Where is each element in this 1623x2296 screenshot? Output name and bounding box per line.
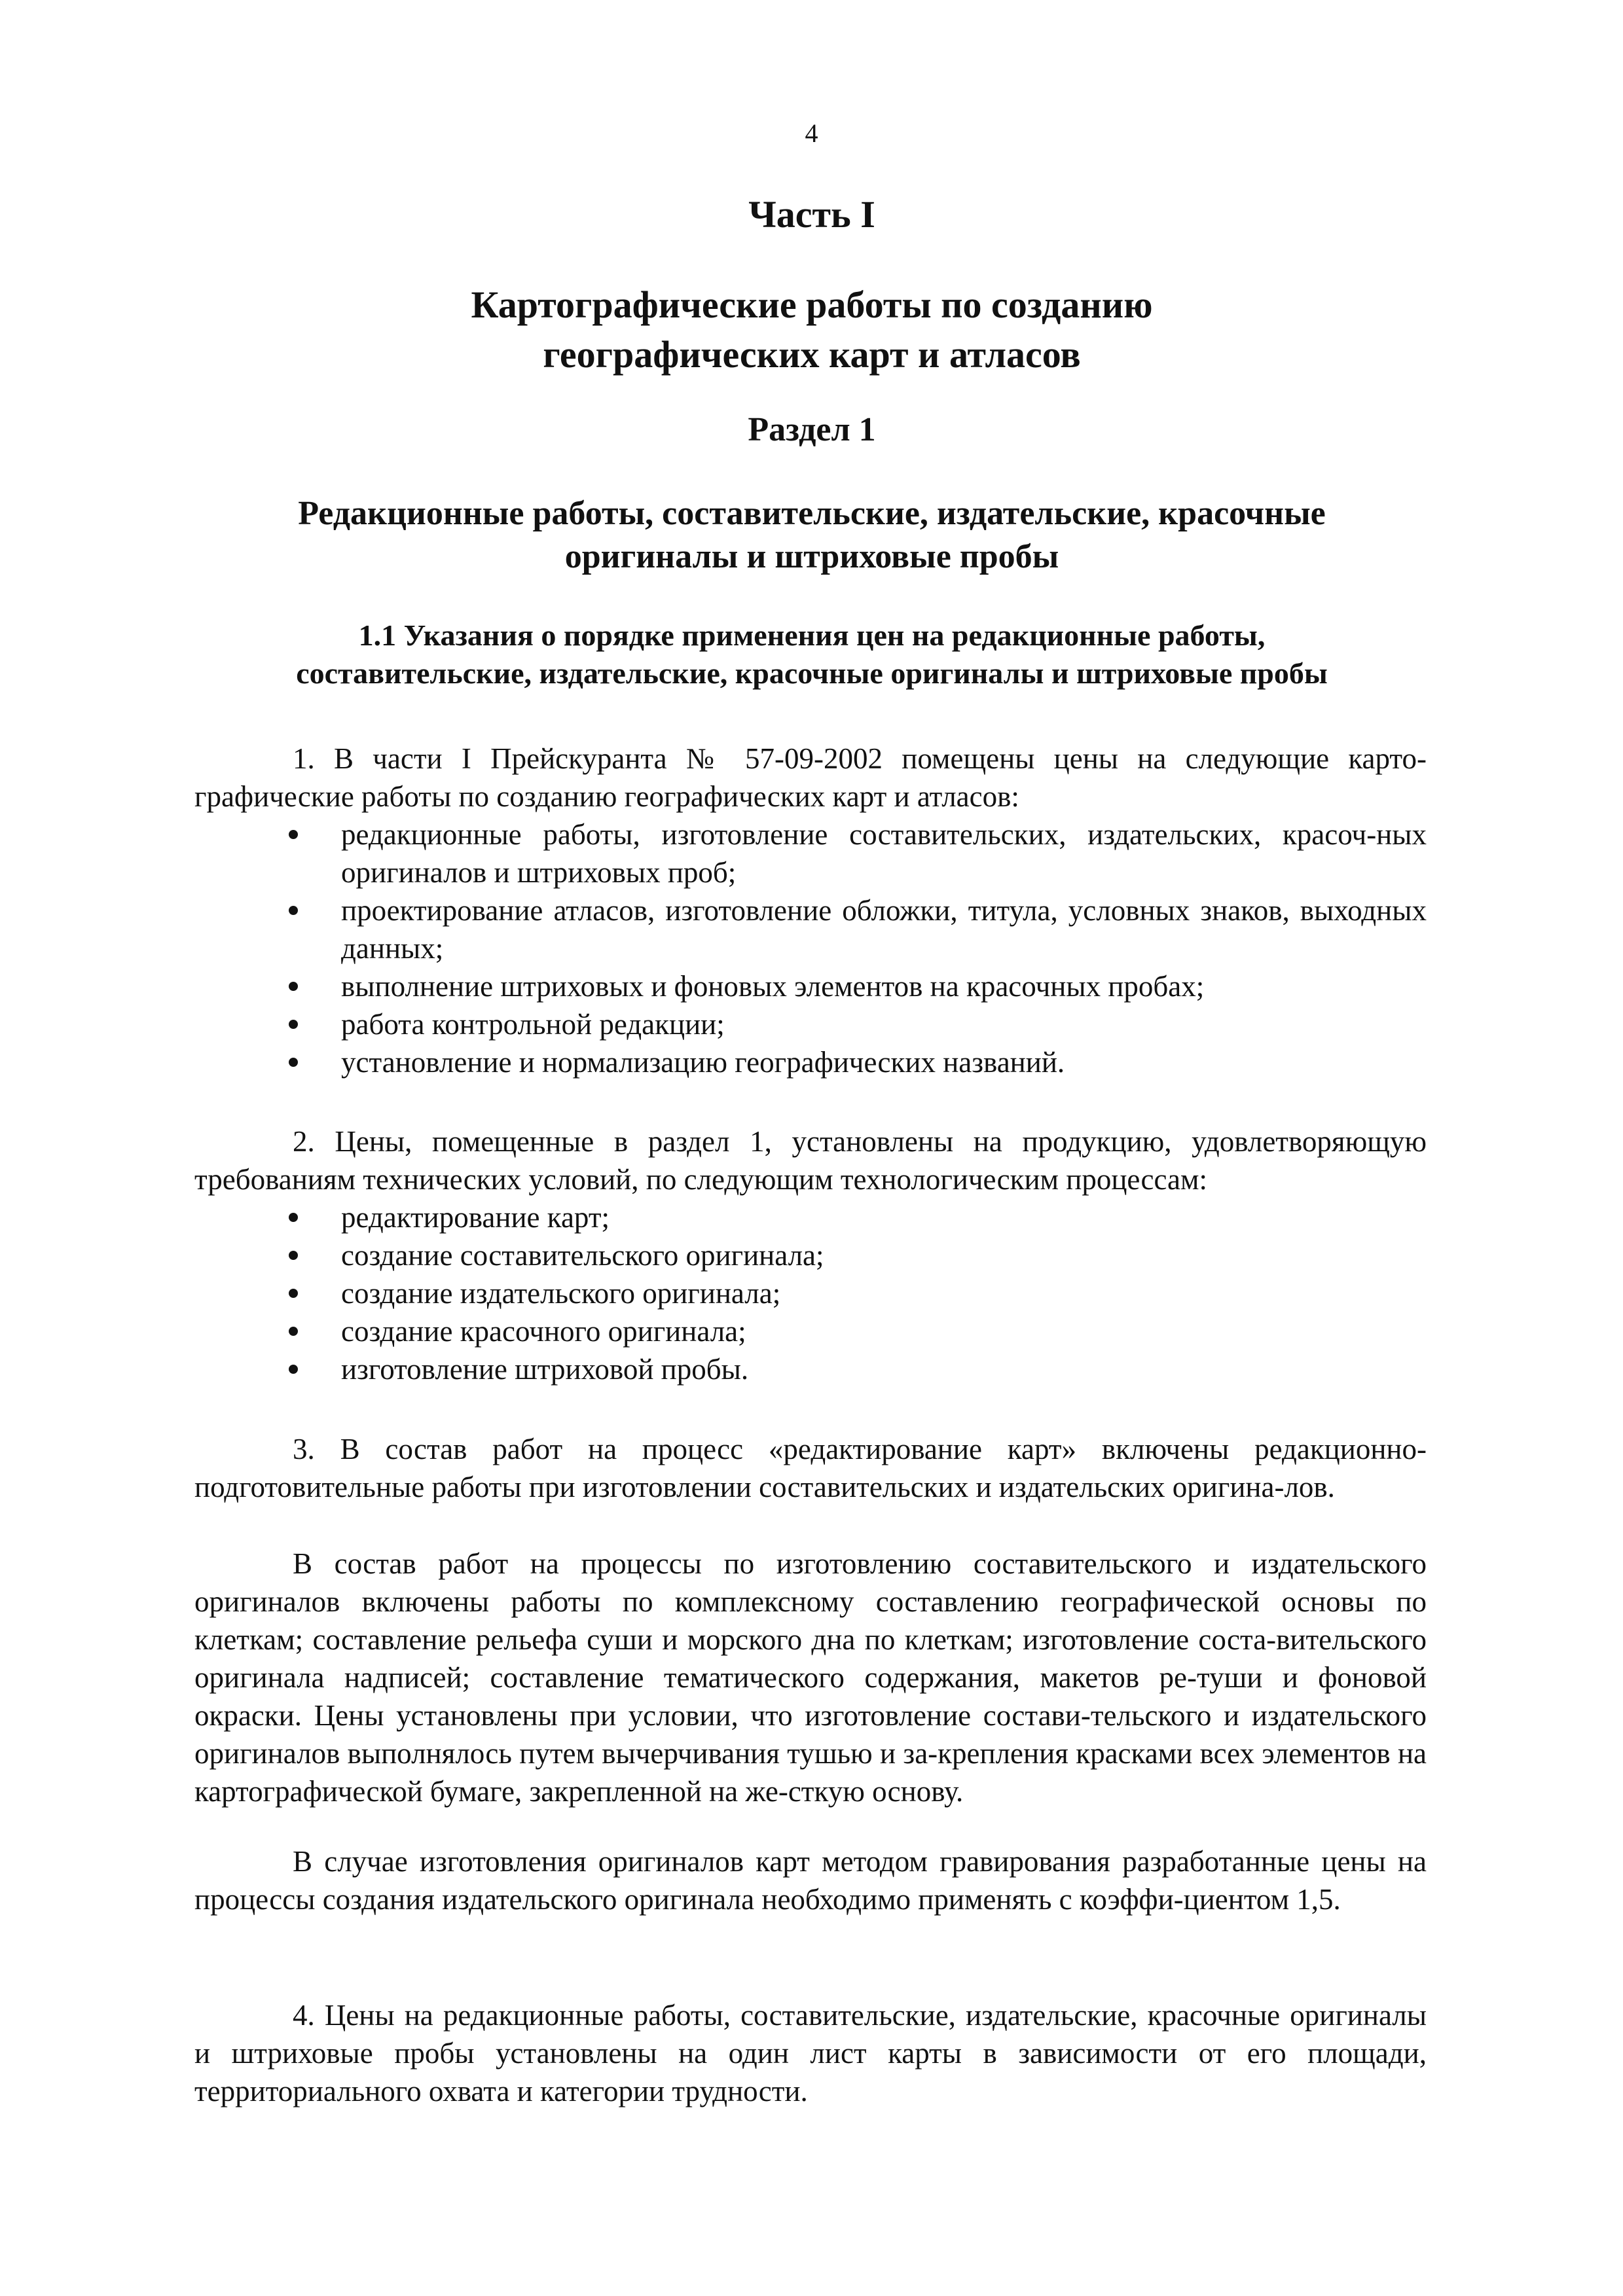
list-item-text: создание составительского оригинала; [341, 1239, 824, 1272]
bullet-icon [289, 1365, 298, 1374]
paragraph-text: 2. Цены, помещенные в раздел 1, установлены на продукцию, удовлетворяющую требованиям технических условий, по следующим технологическим процессам: [194, 1125, 1427, 1196]
list-item-text: редактирование карт; [341, 1201, 610, 1234]
section-title-line: оригиналы и штриховые пробы [564, 538, 1059, 575]
list-item [194, 816, 1427, 891]
section-title [196, 492, 1427, 579]
part-title-line: Картографические работы по созданию [471, 283, 1153, 326]
list-item-text: изготовление штриховой пробы. [341, 1353, 749, 1386]
paragraph-3-continued: В состав работ на процессы по изготовлению составительского и издательского оригиналов включены работы по комплексному составлению географической основы по клеткам; составление рельефа суши и морского дна по клеткам; изготовление соста-вительского оригинала надписей; составление тематического содержания, макетов ре-туши и фоновой окраски. Цены установлены при условии, что изготовление состави-тельского и издательского оригиналов выполнялось путем вычерчивания тушью и за-крепления красками всех элементов на картографической бумаге, закрепленной на же-сткую основу. [194, 1547, 1427, 1808]
paragraph-3: 3. В состав работ на процесс «редактирование карт» включены редакционно-подготовительные работы при изготовлении составительских и издательских оригина-лов. [194, 1433, 1427, 1503]
bullet-list [194, 816, 1427, 1081]
bullet-icon [289, 906, 298, 915]
list-item-text: редакционные работы, изготовление составительских, издательских, красоч-ных оригиналов и штриховых проб; [341, 818, 1427, 889]
list-item [194, 891, 1427, 967]
paragraph-1 [194, 740, 1427, 1081]
bullet-icon [289, 1058, 298, 1067]
list-item-text: создание красочного оригинала; [341, 1315, 746, 1348]
list-item [194, 967, 1427, 1005]
list-item-text: проектирование атласов, изготовление обложки, титула, условных знаков, выходных данных; [341, 894, 1427, 965]
page-number: 4 [805, 118, 818, 148]
bullet-icon [289, 1251, 298, 1260]
bullet-icon [289, 1020, 298, 1029]
subsection-heading [223, 617, 1401, 692]
list-item [194, 1043, 1427, 1081]
subsection-heading-line: 1.1 Указания о порядке применения цен на редакционные работы, [358, 619, 1266, 652]
list-item [194, 1274, 1427, 1312]
list-item [194, 1236, 1427, 1274]
bullet-icon [289, 982, 298, 991]
paragraph-text: 1. В части I Прейскуранта № 57-09-2002 помещены цены на следующие карто-графические работы по созданию географических карт и атласов: [194, 742, 1427, 813]
list-item-text: создание издательского оригинала; [341, 1277, 781, 1310]
section-heading: Раздел 1 [748, 411, 876, 448]
paragraph-2 [194, 1122, 1427, 1388]
list-item [194, 1312, 1427, 1350]
list-item [194, 1198, 1427, 1236]
bullet-icon [289, 830, 298, 839]
bullet-icon [289, 1327, 298, 1336]
part-title [196, 280, 1427, 380]
part-title-line: географических карт и атласов [543, 333, 1081, 376]
bullet-icon [289, 1289, 298, 1298]
list-item-text: установление и нормализацию географических названий. [341, 1046, 1065, 1079]
list-item [194, 1005, 1427, 1043]
bullet-list [194, 1198, 1427, 1388]
paragraph-4: 4. Цены на редакционные работы, составительские, издательские, красочные оригиналы и штриховые пробы установлены на один лист карты в зависимости от его площади, территориального охвата и категории трудности. [194, 1999, 1427, 2108]
paragraph-3-engraving: В случае изготовления оригиналов карт методом гравирования разработанные цены на процессы создания издательского оригинала необходимо применять с коэффи-циентом 1,5. [194, 1845, 1427, 1916]
bullet-icon [289, 1213, 298, 1222]
subsection-heading-line: составительские, издательские, красочные оригиналы и штриховые пробы [296, 656, 1328, 690]
section-title-line: Редакционные работы, составительские, издательские, красочные [298, 495, 1326, 532]
part-heading: Часть I [748, 193, 875, 236]
list-item-text: работа контрольной редакции; [341, 1008, 725, 1041]
list-item-text: выполнение штриховых и фоновых элементов на красочных пробах; [341, 970, 1205, 1003]
list-item [194, 1350, 1427, 1388]
